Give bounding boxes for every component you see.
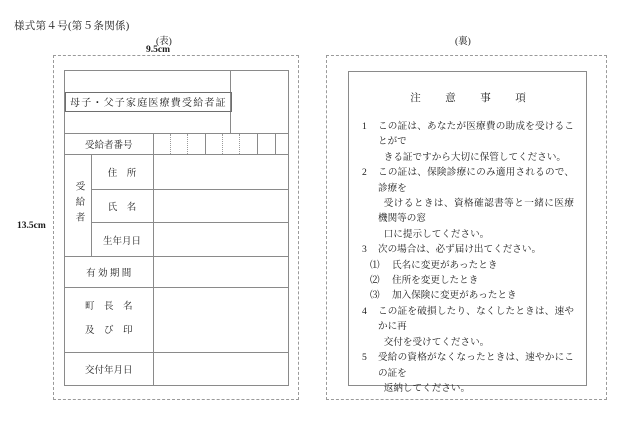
table-row-mayor <box>65 287 288 352</box>
name-label: 氏 名 <box>91 190 153 223</box>
table-row-issue-date <box>65 352 288 385</box>
front-card-cut-boundary <box>53 55 299 400</box>
note-text <box>378 165 574 242</box>
receipt-number-digit-box[interactable] <box>258 134 275 154</box>
note-line: 交付を受けてください。 <box>383 336 490 348</box>
receipt-number-group[interactable] <box>154 134 206 154</box>
receipt-number-digit-box[interactable] <box>206 134 223 154</box>
mayor-label-cell <box>65 287 153 352</box>
note-sub-number: ⑴ <box>370 259 380 271</box>
back-card-cut-boundary <box>326 55 607 400</box>
receipt-number-boxes[interactable] <box>154 134 289 154</box>
recipient-vertical-label <box>65 155 91 256</box>
note-sub-item <box>362 258 574 273</box>
note-sub-text: 加入保険に変更があったとき <box>392 290 517 302</box>
note-sub-text: 住所を変更したとき <box>392 275 479 287</box>
address-label: 住 所 <box>91 155 153 190</box>
certificate-fields-table <box>65 71 288 385</box>
note-line: きる証ですから大切に保管してください。 <box>383 151 567 163</box>
table-row-receipt-number <box>65 134 288 155</box>
table-row-title <box>65 71 288 134</box>
back-card-body <box>348 71 587 394</box>
table-row-birthdate <box>65 223 288 256</box>
recipient-vertical-label-text: 受給者 <box>73 180 84 228</box>
note-sub-item <box>362 288 574 303</box>
certificate-title: 母子・父子家庭医療費受給者証 <box>65 92 232 112</box>
note-item <box>362 304 574 350</box>
receipt-number-group[interactable] <box>258 134 276 154</box>
card-width-dimension-label: 9.5cm <box>146 45 171 55</box>
note-item <box>362 350 574 396</box>
note-line: 返納してください。 <box>383 382 471 394</box>
note-line: 受給の資格がなくなったときは、速やかにこの証を <box>378 352 574 379</box>
table-row-valid-period <box>65 256 288 287</box>
birthdate-value-cell[interactable] <box>153 223 288 256</box>
valid-period-label: 有 効 期 間 <box>65 256 153 287</box>
note-line: 次の場合は、必ず届け出てください。 <box>378 244 542 256</box>
note-line: この証を破損したり、なくしたときは、速やかに再 <box>378 305 574 333</box>
certificate-title-side-cell <box>230 71 288 134</box>
note-text <box>378 304 574 350</box>
receipt-number-value-cell[interactable] <box>153 134 288 155</box>
address-value-cell[interactable] <box>153 155 288 190</box>
note-number: 4 <box>362 305 367 317</box>
issue-date-value-cell[interactable] <box>153 352 288 385</box>
note-number: 1 <box>362 121 367 132</box>
note-number: 5 <box>362 352 367 364</box>
note-text <box>378 242 574 257</box>
note-sub-text: 氏名に変更があったとき <box>392 259 498 271</box>
receipt-number-digit-box[interactable] <box>240 134 257 154</box>
receipt-number-label: 受給者番号 <box>65 134 153 155</box>
mayor-seal-label: 及 び 印 <box>84 325 133 336</box>
note-item <box>362 119 574 165</box>
note-number: 2 <box>362 167 367 179</box>
receipt-number-digit-box[interactable] <box>171 134 188 154</box>
receipt-number-group[interactable] <box>206 134 258 154</box>
note-line: この証は、保険診療にのみ適用されるので、診療を <box>378 167 574 194</box>
note-sub-number: ⑵ <box>370 275 380 287</box>
note-line: この証は、あなたが医療費の助成を受けることがで <box>378 121 574 148</box>
issue-date-label: 交付年月日 <box>65 352 153 385</box>
certificate-title-cell <box>65 71 230 134</box>
note-item <box>362 165 574 242</box>
card-height-dimension-label: 13.5cm <box>17 221 46 231</box>
valid-period-value-cell[interactable] <box>153 256 288 287</box>
front-side-marker: (表) <box>156 37 172 47</box>
mayor-seal-value-cell[interactable] <box>153 287 288 352</box>
receipt-number-blank-tail <box>276 134 289 154</box>
note-line: 口に提示してください。 <box>383 228 490 240</box>
back-side-marker: (裏) <box>455 37 471 47</box>
table-row-address <box>65 155 288 190</box>
note-text <box>378 119 574 165</box>
note-line: 受けるときは、資格確認書等と一緒に医療機関等の窓 <box>378 198 574 225</box>
front-card-body <box>64 70 289 386</box>
note-sub-number: ⑶ <box>370 290 380 302</box>
name-value-cell[interactable] <box>153 190 288 223</box>
note-number: 3 <box>362 244 367 256</box>
notes-section <box>349 72 586 394</box>
mayor-name-label: 町 長 名 <box>84 301 133 312</box>
birthdate-label: 生年月日 <box>91 223 153 256</box>
table-row-name <box>65 190 288 223</box>
receipt-number-digit-box[interactable] <box>188 134 205 154</box>
receipt-number-digit-box[interactable] <box>223 134 240 154</box>
notes-title: 注 意 事 項 <box>410 93 533 104</box>
note-item <box>362 242 574 257</box>
receipt-number-digit-box[interactable] <box>154 134 171 154</box>
note-sub-item <box>362 273 574 288</box>
form-number-label: 様式第４号(第５条関係) <box>14 21 130 32</box>
note-text <box>378 350 574 396</box>
